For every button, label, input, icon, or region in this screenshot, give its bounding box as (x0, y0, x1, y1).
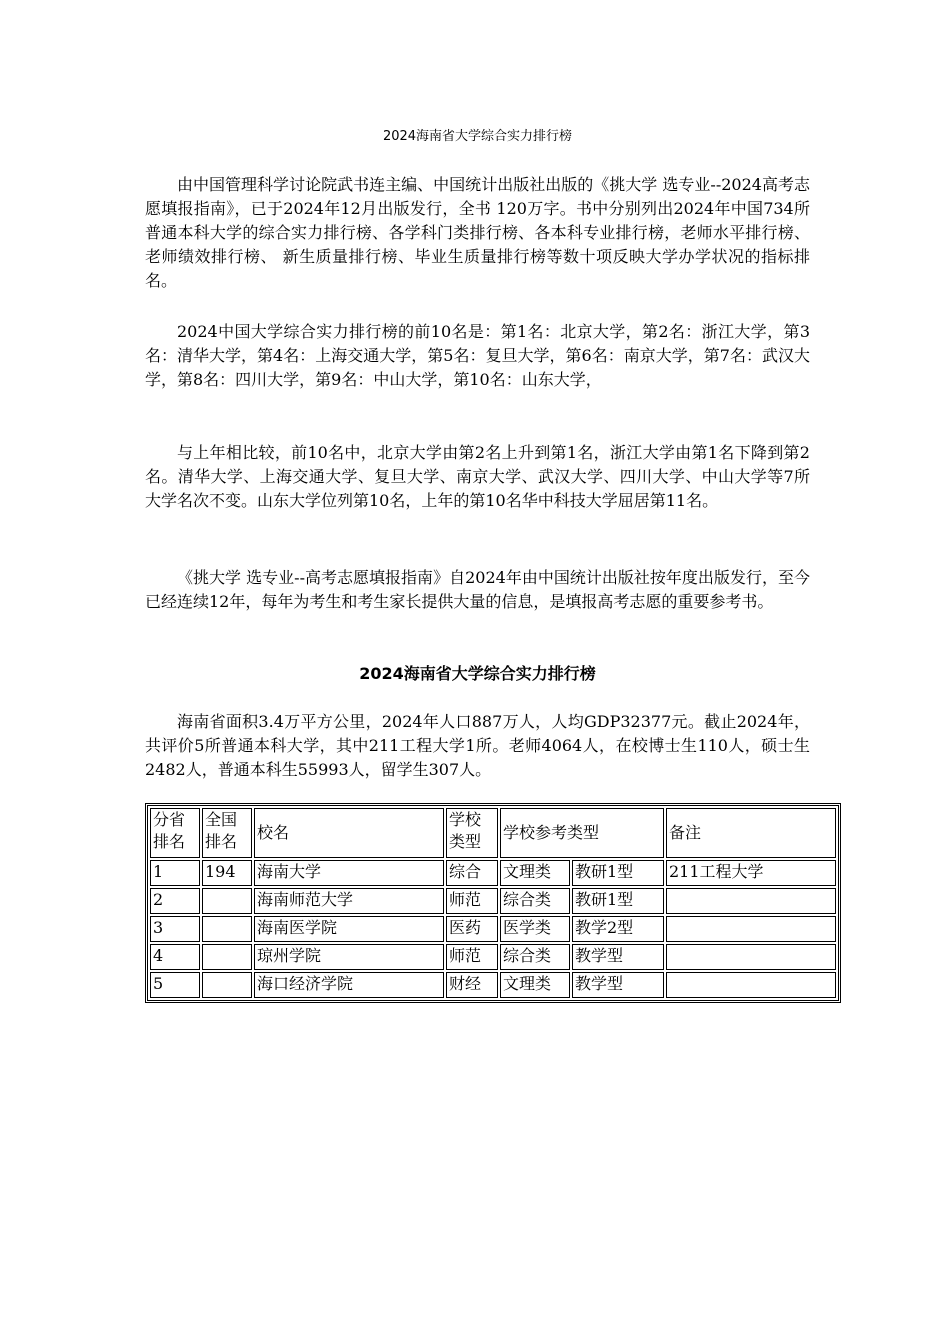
cell-prov-rank: 1 (150, 860, 200, 886)
section-title: 2024海南省大学综合实力排行榜 (359, 664, 596, 683)
cell-name: 海南师范大学 (254, 888, 444, 914)
cell-note (666, 916, 836, 942)
header-ref-type: 学校参考类型 (500, 808, 664, 858)
section-intro: 海南省面积3.4万平方公里，2024年人口887万人，人均GDP32377元。截止2024年，共评价5所普通本科大学，其中211工程大学1所。老师4064人，在校博士生110人，硕士生2482人，普通本科生55993人，留学生307人。 (145, 712, 810, 779)
cell-prov-rank: 5 (150, 972, 200, 998)
table-row (150, 916, 836, 942)
header-type: 学校类型 (446, 808, 498, 858)
cell-nat-rank (202, 916, 252, 942)
header-nat-rank: 全国排名 (202, 808, 252, 858)
cell-name: 海南医学院 (254, 916, 444, 942)
table-row (150, 972, 836, 998)
cell-note (666, 888, 836, 914)
cell-ref1: 综合类 (500, 944, 570, 970)
cell-type: 师范 (446, 944, 498, 970)
cell-prov-rank: 2 (150, 888, 200, 914)
table-header-row (150, 808, 836, 858)
header-name: 校名 (254, 808, 444, 858)
intro-paragraph: 由中国管理科学讨论院武书连主编、中国统计出版社出版的《挑大学 选专业--2024高考志愿填报指南》，已于2024年12月出版发行，全书 120万字。书中分别列出2024年中国734所普通本科大学的综合实力排行榜、各学科门类排行榜、各本科专业排行榜，老师水平排行榜、老师绩效排行榜、 新生质量排行榜、毕业生质量排行榜等数十项反映大学办学状况的指标排名。 (145, 175, 810, 290)
cell-name: 海南大学 (254, 860, 444, 886)
cell-type: 医药 (446, 916, 498, 942)
header-note: 备注 (666, 808, 836, 858)
cell-ref2: 教研1型 (572, 860, 664, 886)
cell-note (666, 972, 836, 998)
top10-paragraph: 2024中国大学综合实力排行榜的前10名是：第1名：北京大学，第2名：浙江大学，第3名：清华大学，第4名：上海交通大学，第5名：复旦大学，第6名：南京大学，第7名：武汉大学，第8名：四川大学，第9名：中山大学，第10名：山东大学， (145, 322, 810, 389)
cell-ref1: 文理类 (500, 972, 570, 998)
table-row (150, 888, 836, 914)
comparison-paragraph: 与上年相比较，前10名中，北京大学由第2名上升到第1名，浙江大学由第1名下降到第2名。清华大学、上海交通大学、复旦大学、南京大学、武汉大学、四川大学、中山大学等7所大学名次不变。山东大学位列第10名，上年的第10名华中科技大学屈居第11名。 (145, 443, 810, 510)
header-prov-rank: 分省排名 (150, 808, 200, 858)
cell-prov-rank: 3 (150, 916, 200, 942)
cell-note: 211工程大学 (666, 860, 836, 886)
cell-name: 琼州学院 (254, 944, 444, 970)
cell-nat-rank (202, 944, 252, 970)
cell-nat-rank (202, 972, 252, 998)
table-row (150, 944, 836, 970)
cell-ref2: 教学型 (572, 944, 664, 970)
cell-prov-rank: 4 (150, 944, 200, 970)
cell-nat-rank: 194 (202, 860, 252, 886)
cell-type: 财经 (446, 972, 498, 998)
cell-nat-rank (202, 888, 252, 914)
ranking-table (145, 803, 841, 1003)
cell-name: 海口经济学院 (254, 972, 444, 998)
cell-type: 师范 (446, 888, 498, 914)
cell-ref2: 教研1型 (572, 888, 664, 914)
table-row (150, 860, 836, 886)
cell-ref1: 综合类 (500, 888, 570, 914)
cell-ref1: 文理类 (500, 860, 570, 886)
cell-ref2: 教学2型 (572, 916, 664, 942)
cell-ref1: 医学类 (500, 916, 570, 942)
cell-note (666, 944, 836, 970)
cell-ref2: 教学型 (572, 972, 664, 998)
document-title: 2024海南省大学综合实力排行榜 (382, 129, 573, 144)
cell-type: 综合 (446, 860, 498, 886)
book-paragraph: 《挑大学 选专业--高考志愿填报指南》自2024年由中国统计出版社按年度出版发行，至今已经连续12年，每年为考生和考生家长提供大量的信息，是填报高考志愿的重要参考书。 (145, 568, 810, 611)
